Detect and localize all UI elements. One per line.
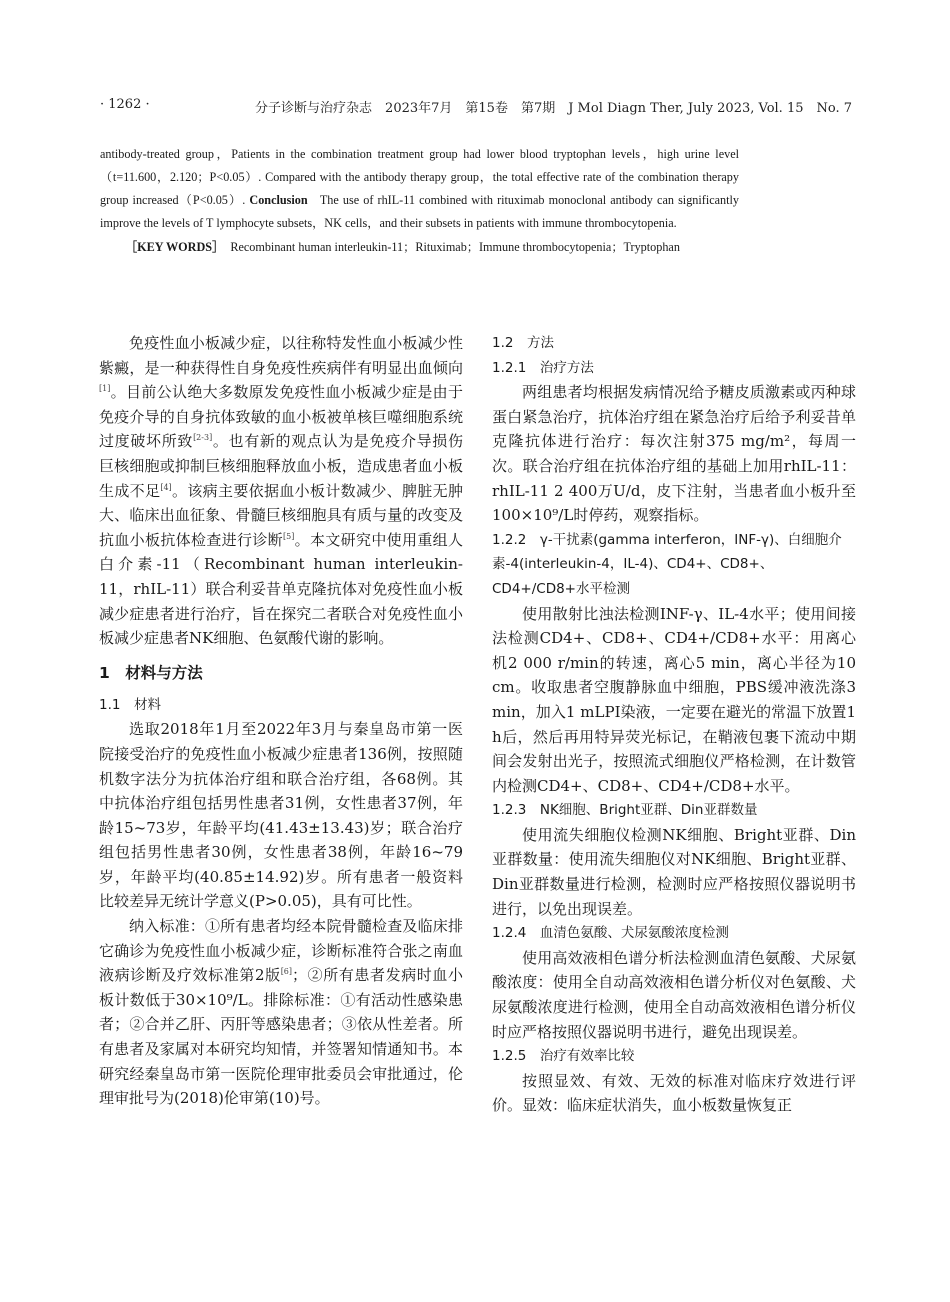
left-column [99, 331, 463, 1111]
journal-info: 分子诊断与治疗杂志 2023年7月 第15卷 第7期 J Mol Diagn Ther, July 2023, Vol. 15 No. 7 [255, 101, 852, 116]
abstract-results [100, 143, 739, 235]
efficacy-paragraph: 按照显效、有效、无效的标准对临床疗效进行评价。显效：临床症状消失，血小板数量恢复正 [492, 1071, 856, 1115]
ref-2-3: [2-3] [193, 433, 213, 443]
intro-text-b: 。目前公认绝大多数原发免疫性血小板减少症是由于免疫介导的自身抗体致敏的血小板被单核巨噬细胞系统过度破坏所致 [99, 383, 463, 451]
keywords-text: Recombinant human interleukin-11；Rituximab；Immune thrombocytopenia；Tryptophan [230, 240, 680, 254]
right-column [492, 331, 856, 1118]
intro-text-e: 。本文研究中使用重组人白介素-11（Recombinant human interleukin-11，rhIL-11）联合利妥昔单克隆抗体对免疫性血小板减少症患者进行治疗，旨在探究二者联合对免疫性血小板减少症患者NK细胞、色氨酸代谢的影响。 [99, 530, 463, 648]
intro-text-c: 。也有新的观点认为是免疫介导损伤巨核细胞或抑制巨核细胞释放血小板，造成患者血小板生成不足 [99, 432, 463, 500]
abstract-text-2: The use of rhIL-11 combined with rituximab monoclonal antibody can significantly improve the levels of T lymphocyte subsets，NK cells，and their subsets in patients with immune thrombocytopenia. [100, 193, 739, 230]
abstract-text-1: antibody-treated group，Patients in the combination treatment group had lower blood tryptophan levels，high urine level（t=11.600，2.120；P<0.05）. Compared with the antibody therapy group，the total effective rate of the combination therapy group increased（P<0.05）. [100, 147, 739, 207]
ref-5: [5] [282, 531, 295, 541]
keywords-label: ［KEY WORDS］ [125, 240, 225, 254]
running-header [100, 97, 852, 117]
intro-text-a: 免疫性血小板减少症，以往称特发性血小板减少性紫癜，是一种获得性自身免疫性疾病伴有明显出血倾向 [99, 334, 463, 377]
section-1-2-4-heading: 1.2.4 血清色氨酸、犬尿氨酸浓度检测 [492, 925, 729, 942]
page-number: · 1262 · [100, 97, 150, 112]
section-1-1-heading: 1.1 材料 [99, 696, 161, 713]
tryptophan-paragraph: 使用高效液相色谱分析法检测血清色氨酸、犬尿氨酸浓度：使用全自动高效液相色谱分析仪对色氨酸、犬尿氨酸浓度进行检测，使用全自动高效液相色谱分析仪时应严格按照仪器说明书进行，避免出现误差。 [492, 948, 856, 1041]
section-1-2-5-heading: 1.2.5 治疗有效率比较 [492, 1048, 635, 1065]
english-abstract [100, 143, 739, 259]
section-1-2-1-heading: 1.2.1 治疗方法 [492, 359, 594, 376]
ref-1: [1] [99, 384, 111, 394]
ref-4: [4] [160, 482, 172, 492]
nk-paragraph: 使用流失细胞仪检测NK细胞、Bright亚群、Din亚群数量：使用流失细胞仪对NK细胞、Bright亚群、Din亚群数量进行检测，检测时应严格按照仪器说明书进行，以免出现误差。 [492, 825, 856, 918]
section-1-2-3-heading: 1.2.3 NK细胞、Bright亚群、Din亚群数量 [492, 802, 758, 819]
intro-text-d: 。该病主要依据血小板计数减少、脾脏无肿大、临床出血征象、骨髓巨核细胞具有质与量的改变及抗血小板抗体检查进行诊断 [99, 481, 463, 549]
criteria-text-a: 纳入标准：①所有患者均经本院骨髓检查及临床排它确诊为免疫性血小板减少症，诊断标准符合张之南血液病诊断及疗效标准第2版 [99, 917, 463, 985]
treatment-paragraph: 两组患者均根据发病情况给予糖皮质激素或丙种球蛋白紧急治疗，抗体治疗组在紧急治疗后给予利妥昔单克隆抗体进行治疗：每次注射375 mg/m²，每周一次。联合治疗组在抗体治疗组的基础上加用rhIL-11：rhIL-11 2 400万U/d，皮下注射，当患者血小板升至100×10⁹/L时停药，观察指标。 [492, 383, 856, 525]
cytokine-paragraph: 使用散射比浊法检测INF-γ、IL-4水平；使用间接法检测CD4+、CD8+、CD4+/CD8+水平：用离心机2 000 r/min的转速，离心5 min，离心半径为10 cm。收取患者空腹静脉血中细胞，PBS缓冲液洗涤3 min，加入1 mLPI染液，一定要在避光的常温下放置1 h后，然后再用特异荧光标记，在鞘液包裹下流动中期间会发射出光子，按照流式细胞仪严格检测，在计数管内检测CD4+、CD8+、CD4+/CD8+水平。 [492, 604, 856, 795]
ref-6: [6] [280, 967, 293, 977]
criteria-text-b: ；②所有患者发病时血小板计数低于30×10⁹/L。排除标准：①有活动性感染患者；②合并乙肝、丙肝等感染患者；③依从性差者。所有患者及家属对本研究均知情，并签署知情通知书。本研究经秦皇岛市第一医院伦理审批委员会审批通过，伦理审批号为(2018)伦审第(10)号。 [99, 966, 463, 1108]
materials-paragraph: 选取2018年1月至2022年3月与秦皇岛市第一医院接受治疗的免疫性血小板减少症患者136例，按照随机数字法分为抗体治疗组和联合治疗组，各68例。其中抗体治疗组包括男性患者31例，女性患者37例，年龄15~73岁，年龄平均(41.43±13.43)岁；联合治疗组包括男性患者30例，女性患者38例，年龄16~79岁，年龄平均(40.85±14.92)岁。所有患者一般资料比较差异无统计学意义(P>0.05)，具有可比性。 [99, 720, 463, 911]
keywords [100, 236, 739, 259]
section-1-2-2-heading: 1.2.2 γ-干扰素(gamma interferon，INF-γ)、白细胞介素-4(interleukin-4，IL-4)、CD4+、CD8+、CD4+/CD8+水平检测 [492, 531, 842, 597]
section-1-heading: 1 材料与方法 [99, 663, 203, 682]
conclusion-label: Conclusion [249, 193, 308, 207]
criteria-paragraph [99, 914, 463, 1111]
intro-paragraph [99, 331, 463, 651]
section-1-2-heading: 1.2 方法 [492, 335, 554, 351]
